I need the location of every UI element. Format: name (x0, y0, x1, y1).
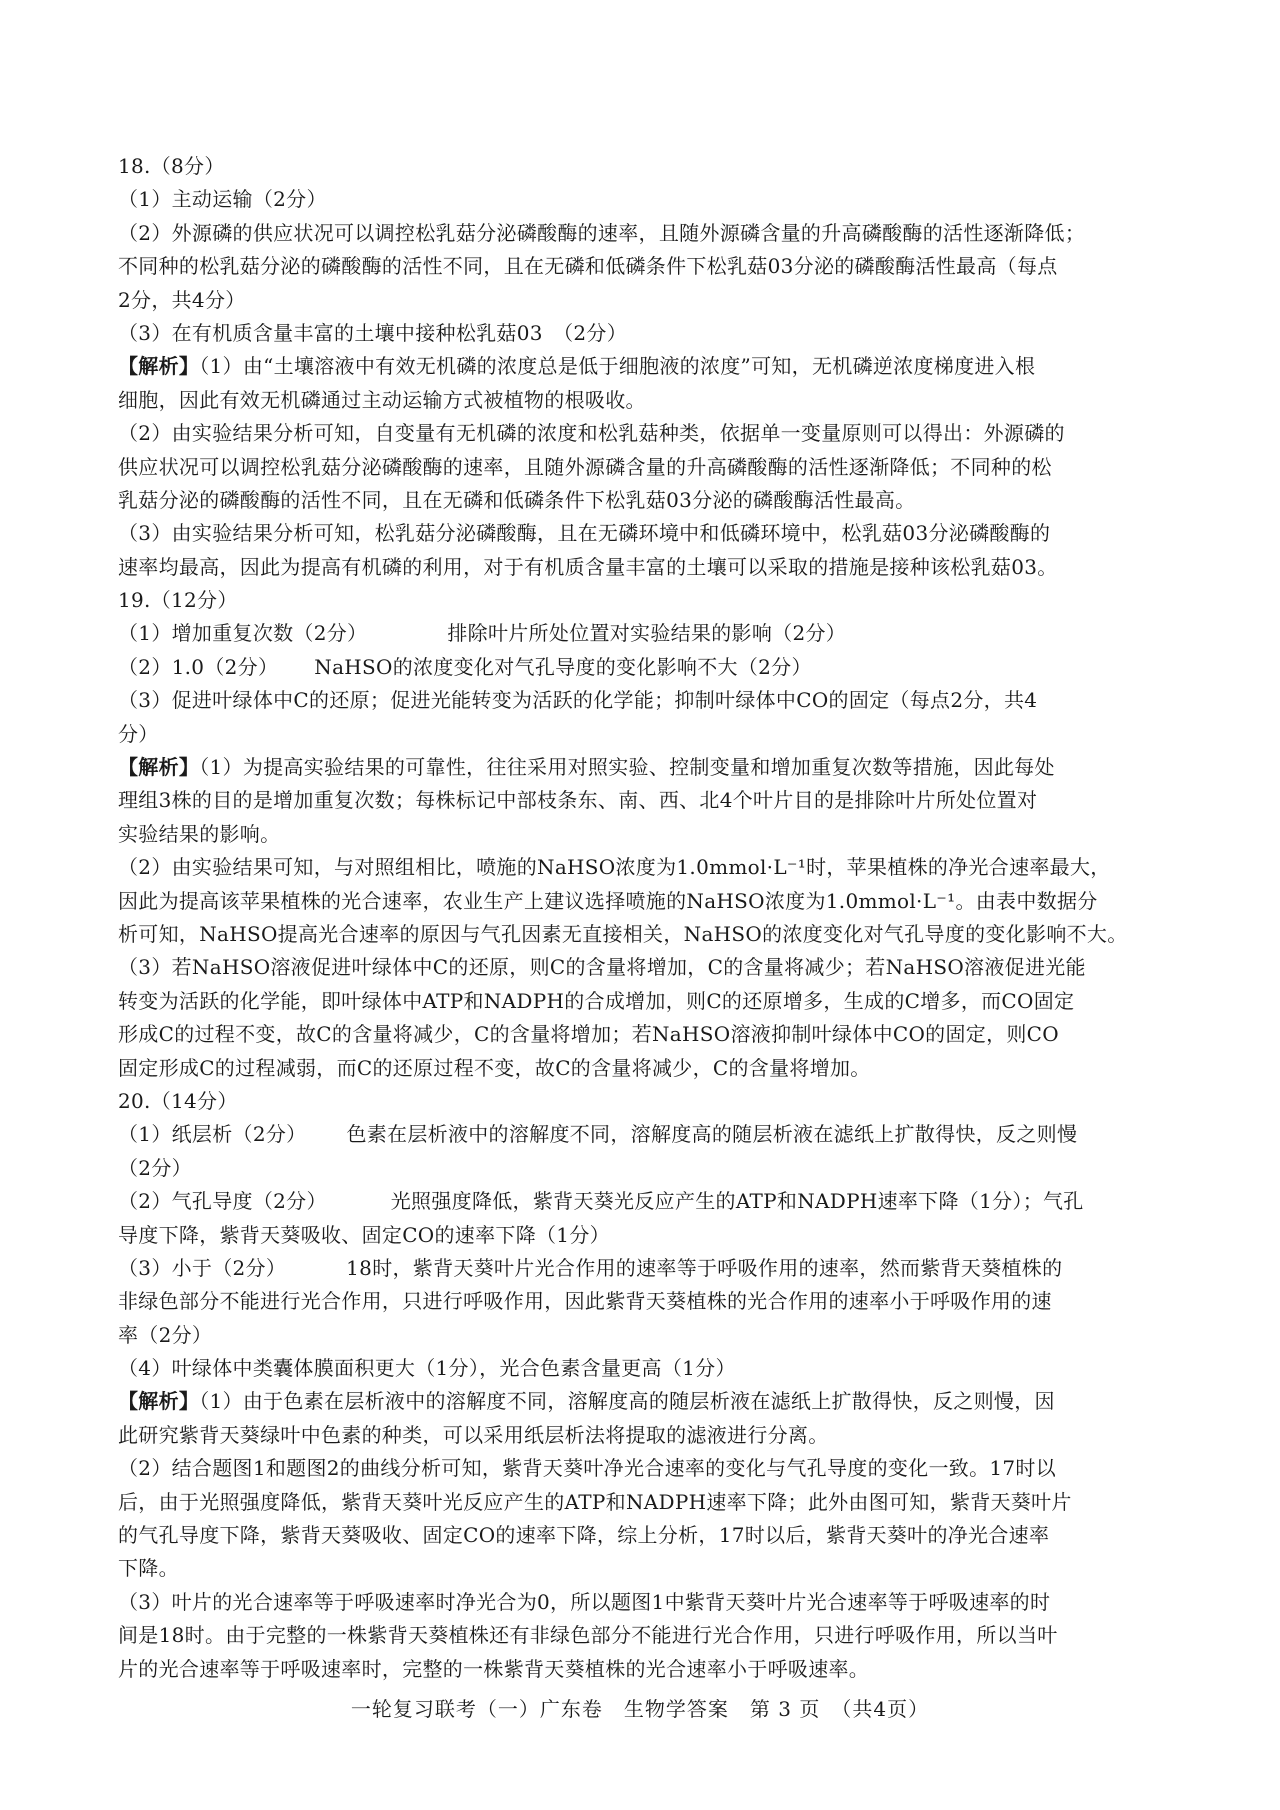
q19-analysis-3-cont: 转变为活跃的化学能，即叶绿体中ATP和NADPH的合成增加，则C的还原增多，生成的C增多，而CO固定 (118, 988, 1075, 1013)
answer-part: NaHSO的浓度变化对气孔导度的变化影响不大（2分） (314, 654, 812, 679)
answer-part: 18时，紫背天葵叶片光合作用的速率等于呼吸作用的速率，然而紫背天葵植株的 (346, 1255, 1063, 1280)
q18-analysis-2-cont: 供应状况可以调控松乳菇分泌磷酸酶的速率，且随外源磷含量的升高磷酸酶的活性逐渐降低；不同种的松 (118, 454, 1052, 479)
answer-content (118, 150, 1166, 1686)
q18-answer-2: （2）外源磷的供应状况可以调控松乳菇分泌磷酸酶的速率，且随外源磷含量的升高磷酸酶的活性逐渐降低； (118, 220, 1086, 245)
answer-part: （2）1.0（2分） (118, 654, 279, 679)
q19-answer-1 (118, 617, 1166, 650)
analysis-text: （1）由于色素在层析液中的溶解度不同，溶解度高的随层析液在滤纸上扩散得快，反之则慢，因 (199, 1389, 1055, 1414)
q19-analysis-3-cont: 形成C的过程不变，故C的含量将减少，C的含量将增加；若NaHSO溶液抑制叶绿体中CO的固定，则CO (118, 1022, 1059, 1047)
q20-answer-3-cont: 非绿色部分不能进行光合作用，只进行呼吸作用，因此紫背天葵植株的光合作用的速率小于呼吸作用的速 (118, 1289, 1052, 1314)
q20-analysis-1 (118, 1385, 1166, 1418)
q19-analysis-1 (118, 751, 1166, 784)
q18-analysis-2-cont: 乳菇分泌的磷酸酶的活性不同，且在无磷和低磷条件下松乳菇03分泌的磷酸酶活性最高。 (118, 487, 916, 512)
q19-analysis-2-cont: 析可知，NaHSO提高光合速率的原因与气孔因素无直接相关，NaHSO的浓度变化对气孔导度的变化影响不大。 (118, 921, 1128, 946)
q19-answer-3-cont: 分） (118, 721, 159, 746)
q19-analysis-2-cont: 因此为提高该苹果植株的光合速率，农业生产上建议选择喷施的NaHSO浓度为1.0mmol·L⁻¹。由表中数据分 (118, 888, 1098, 913)
q18-answer-3: （3）在有机质含量丰富的土壤中接种松乳菇03 （2分） (118, 320, 627, 345)
analysis-text: （1）由“土壤溶液中有效无机磷的浓度总是低于细胞液的浓度”可知，无机磷逆浓度梯度进入根 (199, 354, 1036, 379)
q20-answer-2-cont: 导度下降，紫背天葵吸收、固定CO的速率下降（1分） (118, 1222, 610, 1247)
q18-analysis-1 (118, 350, 1166, 383)
analysis-tag: 【解析】 (118, 755, 200, 780)
q19-analysis-1-cont: 实验结果的影响。 (118, 821, 281, 846)
q20-analysis-2: （2）结合题图1和题图2的曲线分析可知，紫背天葵叶净光合速率的变化与气孔导度的变化一致。17时以 (118, 1456, 1057, 1481)
answer-part: 色素在层析液中的溶解度不同，溶解度高的随层析液在滤纸上扩散得快，反之则慢 (346, 1122, 1078, 1147)
analysis-tag: 【解析】 (118, 354, 200, 379)
q20-answer-3 (118, 1252, 1166, 1285)
q20-analysis-3-cont: 片的光合速率等于呼吸速率时，完整的一株紫背天葵植株的光合速率小于呼吸速率。 (118, 1656, 870, 1681)
q18-analysis-2: （2）由实验结果分析可知，自变量有无机磷的浓度和松乳菇种类，依据单一变量原则可以得出：外源磷的 (118, 421, 1065, 446)
answer-part: （3）小于（2分） (118, 1255, 287, 1280)
q20-analysis-3-cont: 间是18时。由于完整的一株紫背天葵植株还有非绿色部分不能进行光合作用，只进行呼吸作用，所以当叶 (118, 1623, 1058, 1648)
q19-answer-3: （3）促进叶绿体中C的还原；促进光能转变为活跃的化学能；抑制叶绿体中CO的固定（每点2分，共4 (118, 688, 1038, 713)
q19-answer-2 (118, 651, 1166, 684)
q19-analysis-2: （2）由实验结果可知，与对照组相比，喷施的NaHSO浓度为1.0mmol·L⁻¹时，苹果植株的净光合速率最大， (118, 855, 1111, 880)
answer-part: （1）增加重复次数（2分） (118, 621, 368, 646)
analysis-tag: 【解析】 (118, 1389, 200, 1414)
q20-answer-1-cont: （2分） (118, 1155, 192, 1180)
q18-answer-2-cont: 2分，共4分） (118, 287, 246, 312)
q20-analysis-3: （3）叶片的光合速率等于呼吸速率时净光合为0，所以题图1中紫背天葵叶片光合速率等于呼吸速率的时 (118, 1589, 1051, 1614)
q18-analysis-3: （3）由实验结果分析可知，松乳菇分泌磷酸酶，且在无磷环境中和低磷环境中，松乳菇03分泌磷酸酶的 (118, 521, 1051, 546)
q20-heading: 20.（14分） (118, 1088, 238, 1113)
q20-analysis-1-cont: 此研究紫背天葵绿叶中色素的种类，可以采用纸层析法将提取的滤液进行分离。 (118, 1422, 829, 1447)
q18-analysis-1-cont: 细胞，因此有效无机磷通过主动运输方式被植物的根吸收。 (118, 387, 646, 412)
q19-analysis-3: （3）若NaHSO溶液促进叶绿体中C的还原，则C的含量将增加，C的含量将减少；若NaHSO溶液促进光能 (118, 955, 1086, 980)
q20-analysis-2-cont: 的气孔导度下降，紫背天葵吸收、固定CO的速率下降，综上分析，17时以后，紫背天葵叶的净光合速率 (118, 1523, 1050, 1548)
q20-answer-2 (118, 1185, 1166, 1218)
q19-analysis-3-cont: 固定形成C的过程减弱，而C的还原过程不变，故C的含量将减少，C的含量将增加。 (118, 1055, 871, 1080)
answer-part: 光照强度降低，紫背天葵光反应产生的ATP和NADPH速率下降（1分）；气孔 (390, 1189, 1084, 1214)
q18-answer-1: （1）主动运输（2分） (118, 187, 327, 212)
q20-answer-4: （4）叶绿体中类囊体膜面积更大（1分），光合色素含量更高（1分） (118, 1356, 736, 1381)
q20-analysis-2-cont: 下降。 (118, 1556, 179, 1581)
q20-answer-3-cont: 率（2分） (118, 1322, 213, 1347)
q20-analysis-2-cont: 后，由于光照强度降低，紫背天葵叶光反应产生的ATP和NADPH速率下降；此外由图可知，紫背天葵叶片 (118, 1489, 1072, 1514)
q18-analysis-3-cont: 速率均最高，因此为提高有机磷的利用，对于有机质含量丰富的土壤可以采取的措施是接种该松乳菇03。 (118, 554, 1058, 579)
q20-answer-1 (118, 1118, 1166, 1151)
q19-heading: 19.（12分） (118, 588, 238, 613)
q18-answer-2-cont: 不同种的松乳菇分泌的磷酸酶的活性不同，且在无磷和低磷条件下松乳菇03分泌的磷酸酶活性最高（每点 (118, 254, 1058, 279)
analysis-text: （1）为提高实验结果的可靠性，往往采用对照实验、控制变量和增加重复次数等措施，因此每处 (199, 755, 1055, 780)
q19-analysis-1-cont: 理组3株的目的是增加重复次数；每株标记中部枝条东、南、西、北4个叶片目的是排除叶片所处位置对 (118, 788, 1038, 813)
q18-heading: 18.（8分） (118, 154, 225, 178)
page-footer: 一轮复习联考（一）广东卷 生物学答案 第 3 页 （共4页） (350, 1697, 930, 1721)
answer-part: （2）气孔导度（2分） (118, 1189, 327, 1214)
answer-part: （1）纸层析（2分） (118, 1122, 307, 1147)
answer-part: 排除叶片所处位置对实验结果的影响（2分） (447, 621, 847, 646)
